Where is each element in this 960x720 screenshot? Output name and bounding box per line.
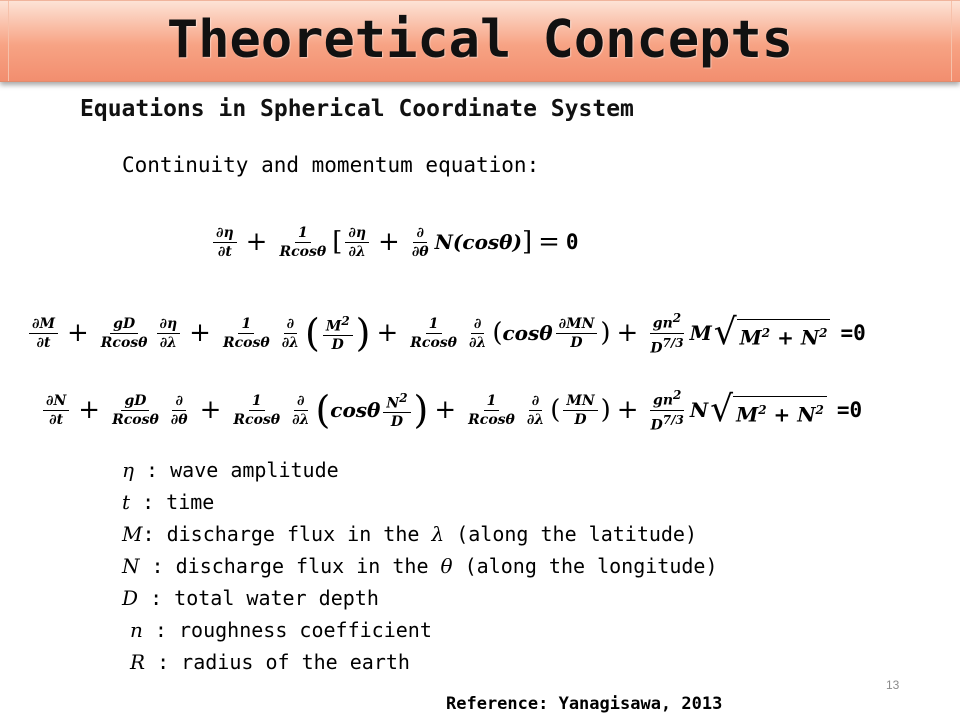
fraction [157,315,181,352]
plus-operator: + [189,318,211,348]
definition-d [122,582,717,614]
fraction [345,224,369,261]
numerator: ∂ [413,224,426,243]
numerator: 1 [426,315,442,334]
intro-text: Continuity and momentum equation: [122,153,540,177]
fraction [524,392,547,429]
fraction [213,224,237,261]
definition-n-flux [122,550,717,582]
fraction [276,224,329,261]
definition-text: : discharge flux in the [139,554,441,578]
definition-t [122,486,717,518]
numerator: ∂ [294,392,307,411]
numerator: ∂ [471,315,484,334]
plus-operator: + [616,395,639,425]
numerator: ∂ [284,315,297,334]
square-root [710,389,827,430]
plus-operator: + [199,395,222,425]
definition-r [122,646,717,678]
exponent: 2 [672,310,682,325]
definition-text: : time [130,490,215,514]
fraction [29,315,58,352]
gn-symbol: gn [653,392,674,409]
radicand: $M^2 + N^2$ [737,319,831,351]
momentum-equation-m [26,303,866,363]
symbol: n [130,618,143,642]
numerator: ∂η [213,224,237,243]
fraction [407,315,460,352]
denominator: ∂λ [159,334,177,351]
fraction [556,315,598,352]
denominator: ∂t [36,334,51,351]
denominator: ∂λ [281,334,299,351]
radical-sign: √ [710,389,734,430]
fraction [98,315,151,352]
fraction [323,312,353,355]
fraction [466,315,489,352]
d-symbol: D [650,417,663,434]
close-paren: ) [355,311,371,355]
symbol: N [122,554,140,578]
definition-text: (along the latitude) [444,522,698,546]
fraction [220,315,273,352]
symbol: D [122,586,139,610]
fraction [279,315,302,352]
denominator: ∂λ [469,334,487,351]
radical-sign: √ [713,312,737,353]
numerator: gD [121,392,149,411]
numerator: ∂η [345,224,369,243]
numerator: ∂N [43,392,69,411]
denominator: Rcosθ [112,411,159,428]
fraction [648,386,687,434]
denominator [647,334,686,358]
page-number: 13 [886,678,900,692]
fraction [109,392,162,429]
symbol: t [122,490,131,514]
close-paren-small: ) [600,318,611,348]
numerator [650,386,684,411]
momentum-equation-n [40,380,862,440]
fraction [647,309,686,357]
definition-m [122,518,717,550]
symbol: M [122,522,143,546]
definition-text: : roughness coefficient [142,618,432,642]
plus-operator: + [434,395,457,425]
definition-n-roughness [122,614,717,646]
plus-operator: + [376,318,399,348]
gn-symbol: gn [652,315,673,332]
numerator [383,389,410,414]
fraction [289,392,312,429]
open-paren-small: ( [492,318,503,348]
lead-n: N [689,398,709,422]
denominator: Rcosθ [233,411,281,428]
reference-citation: Reference: Yanagisawa, 2013 [446,694,723,714]
denominator: ∂λ [292,411,310,428]
open-paren-small: ( [550,395,561,425]
n-cos-term: N(cosθ) [434,230,522,254]
denominator: Rcosθ [468,411,515,428]
continuity-equation [210,214,579,270]
numerator: ∂MN [556,315,598,334]
denominator: ∂λ [348,243,366,260]
denominator: Rcosθ [222,334,270,351]
denominator [648,411,687,435]
definition-text: : radius of the earth [145,650,410,674]
denominator: Rcosθ [410,334,458,351]
definition-text: : total water depth [138,586,379,610]
plus-operator: + [378,227,400,257]
numerator: gD [110,315,138,334]
definition-text: (along the longitude) [452,554,718,578]
close-paren: ) [413,388,429,432]
numerator [650,309,684,334]
cos-term: cosθ [330,398,381,422]
numerator: ∂ [172,392,185,411]
numerator [323,312,353,337]
close-bracket: ] [521,227,533,257]
open-paren: ( [315,388,331,432]
denominator: Rcosθ [279,243,327,260]
denominator: ∂λ [526,411,545,428]
slide-title: Theoretical Concepts [166,10,794,70]
fraction [383,389,410,432]
exponent: 2 [341,313,350,328]
symbol: η [122,458,134,482]
plus-operator: + [66,318,89,348]
definitions-list [122,454,717,678]
inline-symbol: λ [431,522,445,546]
inline-symbol: θ [440,554,453,578]
exponent: 7/3 [662,335,684,350]
n-symbol: N [386,395,400,412]
fraction [563,392,597,429]
symbol: R [130,650,146,674]
exponent: 2 [399,390,408,405]
denominator: D [390,414,404,431]
denominator: ∂θ [170,411,188,428]
m-symbol: M [325,318,342,335]
denominator: D [574,411,587,428]
close-paren-small: ) [600,395,611,425]
equals-operator: = [538,227,560,257]
denominator: ∂t [49,411,64,428]
fraction [230,392,283,429]
fraction [409,224,432,261]
fraction [168,392,191,429]
fraction [465,392,518,429]
definition-text: : discharge flux in the [142,522,432,546]
denominator: D [331,337,344,354]
plus-operator: + [616,318,639,348]
fraction [43,392,69,429]
numerator: ∂ [529,392,542,411]
denominator: ∂t [217,243,232,260]
cos-term: cosθ [502,321,553,345]
lead-m: M [689,321,712,345]
denominator: Rcosθ [100,334,148,351]
denominator: D [570,334,583,351]
numerator: 1 [238,315,254,334]
numerator: MN [563,392,597,411]
exponent: 2 [673,387,682,402]
definition-eta [122,454,717,486]
exponent: 7/3 [662,412,684,427]
open-paren: ( [304,311,320,355]
square-root [713,312,831,353]
definition-text: : wave amplitude [133,458,339,482]
denominator: ∂θ [411,243,429,260]
plus-operator: + [78,395,101,425]
section-subtitle: Equations in Spherical Coordinate System [80,96,634,122]
open-bracket: [ [332,227,343,257]
numerator: 1 [484,392,500,411]
numerator: 1 [295,224,311,243]
continuity-rhs: 0 [565,230,579,254]
plus-operator: + [245,227,268,257]
momentum-n-rhs: =0 [836,398,863,422]
d-symbol: D [650,340,663,357]
numerator: ∂M [29,315,58,334]
numerator: 1 [249,392,265,411]
numerator: ∂η [157,315,181,334]
radicand: $M^2 + N^2$ [733,396,827,428]
momentum-m-rhs: =0 [840,321,866,345]
